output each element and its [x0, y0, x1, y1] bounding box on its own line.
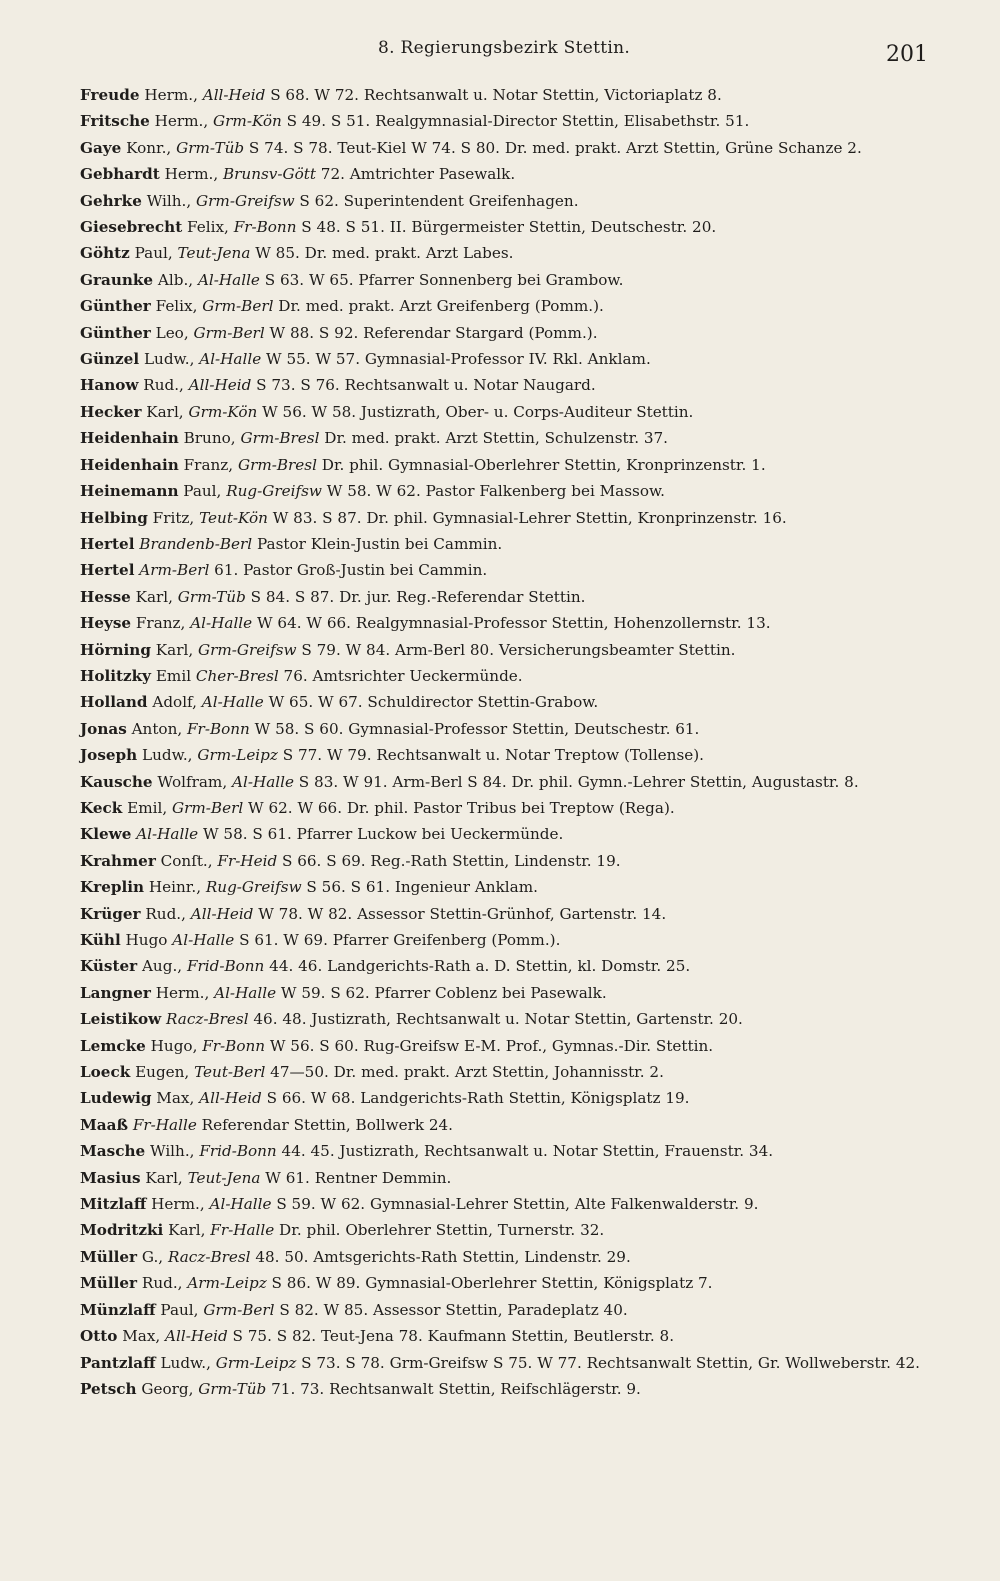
entry-fraternity-university: Grm-Kön	[213, 112, 282, 131]
entry-details: W 85. Dr. med. prakt. Arzt Labes.	[250, 244, 514, 263]
directory-entry	[80, 1165, 928, 1191]
entry-surname: Keck	[80, 798, 123, 817]
entry-fraternity-university: All-Heid	[188, 376, 252, 395]
directory-entry	[80, 584, 928, 610]
entry-details: S 83. W 91. Arm-Berl S 84. Dr. phil. Gymn.-Lehrer Stettin, Augustastr. 8.	[293, 772, 859, 791]
entry-details: S 73. S 76. Rechtsanwalt u. Notar Naugard.	[251, 376, 596, 395]
entry-fraternity-university: Teut-Berl	[194, 1063, 266, 1082]
entry-surname: Jonas	[80, 719, 127, 738]
directory-entry	[80, 372, 928, 398]
entry-given-name: Anton,	[126, 719, 188, 738]
entry-fraternity-university: Al-Halle	[232, 772, 294, 791]
entry-details: S 63. W 65. Pfarrer Sonnenberg bei Grambow.	[259, 270, 624, 289]
entry-details: W 83. S 87. Dr. phil. Gymnasial-Lehrer Stettin, Kronprinzenstr. 16.	[267, 508, 787, 527]
entry-surname: Loeck	[80, 1063, 131, 1082]
entry-given-name: Fritz,	[147, 508, 200, 527]
entry-surname: Müller	[80, 1274, 138, 1293]
page-number: 201	[886, 42, 928, 67]
entry-given-name: G.,	[137, 1247, 168, 1266]
directory-entry	[80, 821, 928, 847]
directory-entry	[80, 452, 928, 478]
entry-details: W 56. S 60. Rug-Greifsw E-M. Prof., Gymnas.-Dir. Stettin.	[265, 1036, 714, 1055]
entry-fraternity-university: Grm-Tüb	[176, 138, 245, 157]
entry-details: S 79. W 84. Arm-Berl 80. Versicherungsbeamter Stettin.	[296, 640, 736, 659]
directory-entry	[80, 188, 928, 214]
directory-entry	[80, 795, 928, 821]
entry-details: W 55. W 57. Gymnasial-Professor IV. Rkl. Anklam.	[261, 350, 651, 369]
entry-given-name: Max,	[151, 1089, 200, 1108]
directory-entry	[80, 1350, 928, 1376]
entry-fraternity-university: Grm-Kön	[188, 402, 258, 421]
entry-fraternity-university: Grm-Tüb	[177, 587, 246, 606]
entry-surname: Gebhardt	[80, 165, 160, 184]
entry-surname: Münzlaff	[80, 1300, 156, 1319]
entry-given-name: Alb.,	[153, 270, 198, 289]
directory-entry	[80, 293, 928, 319]
directory-entry	[80, 1059, 928, 1085]
entry-details: W 62. W 66. Dr. phil. Pastor Tribus bei Treptow (Rega).	[243, 798, 675, 817]
entry-given-name: Heinr.,	[144, 878, 206, 897]
entry-given-name: Max,	[117, 1327, 166, 1346]
entry-given-name: Wolfram,	[152, 772, 232, 791]
entry-surname: Heinemann	[80, 482, 179, 501]
directory-entry	[80, 1217, 928, 1243]
entry-details: S 86. W 89. Gymnasial-Oberlehrer Stettin, Königsplatz 7.	[266, 1274, 713, 1293]
entry-surname: Masche	[80, 1142, 146, 1161]
directory-entry	[80, 742, 928, 768]
entry-given-name: Franz,	[131, 614, 191, 633]
directory-entry	[80, 716, 928, 742]
entry-details: 76. Amtsrichter Ueckermünde.	[278, 666, 523, 685]
directory-entry	[80, 505, 928, 531]
entry-surname: Klewe	[80, 825, 132, 844]
entry-fraternity-university: Fr-Bonn	[233, 218, 297, 237]
entry-fraternity-university: Teut-Jena	[177, 244, 251, 263]
entry-fraternity-university: Cher-Bresl	[195, 666, 279, 685]
entry-details: W 58. W 62. Pastor Falkenberg bei Massow.	[321, 482, 665, 501]
entry-details: S 49. S 51. Realgymnasial-Director Stettin, Elisabethstr. 51.	[281, 112, 750, 131]
entry-fraternity-university: Al-Halle	[201, 693, 264, 712]
directory-entry	[80, 610, 928, 636]
entry-details: S 82. W 85. Assessor Stettin, Paradeplatz 40.	[274, 1300, 628, 1319]
entry-given-name: Ludw.,	[155, 1353, 216, 1372]
entry-given-name: Herm.,	[159, 165, 223, 184]
entry-surname: Heyse	[80, 614, 132, 633]
entry-given-name: Paul,	[155, 1300, 204, 1319]
entry-details: S 56. S 61. Ingenieur Anklam.	[301, 878, 538, 897]
entry-details: S 73. S 78. Grm-Greifsw S 75. W 77. Rechtsanwalt Stettin, Gr. Wollweberstr. 42.	[296, 1353, 920, 1372]
entry-fraternity-university: Teut-Kön	[199, 508, 268, 527]
directory-entry	[80, 399, 928, 425]
entry-surname: Hesse	[80, 587, 131, 606]
entry-surname: Hecker	[80, 402, 142, 421]
entry-surname: Holitzky	[80, 666, 152, 685]
entry-surname: Krüger	[80, 904, 141, 923]
entry-given-name: Aug.,	[137, 957, 187, 976]
entry-surname: Lemcke	[80, 1036, 146, 1055]
entry-fraternity-university: Grm-Leipz	[215, 1353, 297, 1372]
entry-given-name: Ludw.,	[139, 350, 200, 369]
entry-fraternity-university: All-Heid	[190, 904, 254, 923]
directory-entry	[80, 478, 928, 504]
entry-surname: Hörning	[80, 640, 151, 659]
entry-fraternity-university: Al-Halle	[214, 983, 277, 1002]
entry-given-name: Herm.,	[150, 983, 215, 1002]
directory-entry	[80, 425, 928, 451]
entry-given-name: Hugo,	[145, 1036, 203, 1055]
entry-details: 44. 45. Justizrath, Rechtsanwalt u. Notar Stettin, Frauenstr. 34.	[276, 1142, 774, 1161]
directory-entry	[80, 161, 928, 187]
entry-surname: Holland	[80, 693, 148, 712]
entry-details: S 48. S 51. II. Bürgermeister Stettin, Deutschestr. 20.	[296, 218, 717, 237]
entry-details: S 68. W 72. Rechtsanwalt u. Notar Stettin, Victoriaplatz 8.	[265, 86, 722, 104]
entry-fraternity-university: Fr-Heid	[217, 851, 278, 870]
entry-surname: Helbing	[80, 508, 148, 527]
entry-fraternity-university: Al-Halle	[136, 825, 199, 844]
directory-entry	[80, 980, 928, 1006]
entry-fraternity-university: Arm-Berl	[139, 561, 210, 580]
entry-given-name: Leo,	[150, 323, 194, 342]
entry-given-name: Karl,	[163, 1221, 211, 1240]
entry-surname: Hertel	[80, 534, 135, 553]
entry-fraternity-university: Al-Halle	[199, 350, 262, 369]
entry-details: W 65. W 67. Schuldirector Stettin-Grabow.	[263, 693, 599, 712]
member-directory-list	[80, 82, 928, 1402]
directory-entry	[80, 320, 928, 346]
entry-fraternity-university: Al-Halle	[197, 270, 260, 289]
entry-details: S 59. W 62. Gymnasial-Lehrer Stettin, Alte Falkenwalderstr. 9.	[271, 1195, 759, 1214]
entry-given-name: Bruno,	[178, 429, 241, 448]
entry-fraternity-university: Al-Halle	[190, 614, 253, 633]
entry-details: Pastor Klein-Justin bei Cammin.	[252, 534, 503, 553]
entry-details: W 88. S 92. Referendar Stargard (Pomm.).	[264, 323, 598, 342]
entry-given-name: Herm.,	[149, 112, 214, 131]
entry-surname: Ludewig	[80, 1089, 152, 1108]
entry-given-name: Karl,	[130, 587, 178, 606]
running-header	[80, 34, 928, 74]
entry-details: S 75. S 82. Teut-Jena 78. Kaufmann Stettin, Beutlerstr. 8.	[227, 1327, 675, 1346]
directory-entry	[80, 135, 928, 161]
directory-entry	[80, 267, 928, 293]
entry-fraternity-university: Grm-Berl	[193, 323, 265, 342]
entry-details: S 84. S 87. Dr. jur. Reg.-Referendar Stettin.	[245, 587, 586, 606]
entry-surname: Günther	[80, 297, 151, 316]
directory-entry	[80, 874, 928, 900]
entry-surname: Langner	[80, 983, 151, 1002]
entry-fraternity-university: Racz-Bresl	[167, 1247, 251, 1266]
directory-entry	[80, 1297, 928, 1323]
directory-entry	[80, 901, 928, 927]
directory-entry	[80, 1244, 928, 1270]
entry-details: S 77. W 79. Rechtsanwalt u. Notar Treptow (Tollense).	[277, 746, 704, 765]
entry-details: W 64. W 66. Realgymnasial-Professor Stettin, Hohenzollernstr. 13.	[252, 614, 771, 633]
entry-given-name: Paul,	[129, 244, 178, 263]
directory-entry	[80, 663, 928, 689]
directory-entry	[80, 1006, 928, 1032]
entry-details: W 58. S 61. Pfarrer Luckow bei Ueckermünde.	[198, 825, 564, 844]
entry-surname: Joseph	[80, 746, 138, 765]
entry-fraternity-university: All-Heid	[202, 86, 266, 104]
directory-entry	[80, 557, 928, 583]
entry-given-name: Herm.,	[146, 1195, 210, 1214]
entry-surname: Giesebrecht	[80, 218, 183, 237]
entry-fraternity-university: Frid-Bonn	[199, 1142, 277, 1161]
directory-entry	[80, 214, 928, 240]
entry-surname: Mitzlaff	[80, 1195, 147, 1214]
entry-details: 44. 46. Landgerichts-Rath a. D. Stettin, kl. Domstr. 25.	[264, 957, 691, 976]
entry-details: W 78. W 82. Assessor Stettin-Grünhof, Gartenstr. 14.	[253, 904, 667, 923]
entry-details: 61. Pastor Groß-Justin bei Cammin.	[209, 561, 488, 580]
entry-given-name: Rud.,	[138, 376, 189, 395]
entry-fraternity-university: Arm-Leipz	[187, 1274, 267, 1293]
entry-fraternity-university: Grm-Greifsw	[196, 191, 295, 210]
entry-given-name: Franz,	[178, 455, 238, 474]
directory-entry	[80, 1323, 928, 1349]
entry-fraternity-university: Frid-Bonn	[186, 957, 265, 976]
entry-details: W 61. Rentner Demmin.	[260, 1168, 452, 1187]
entry-details: 72. Amtrichter Pasewalk.	[315, 165, 516, 184]
entry-surname: Freude	[80, 86, 140, 104]
directory-entry	[80, 1033, 928, 1059]
entry-given-name: Ludw.,	[137, 746, 198, 765]
entry-surname: Hertel	[80, 561, 135, 580]
directory-entry	[80, 953, 928, 979]
entry-details: S 66. S 69. Reg.-Rath Stettin, Lindenstr. 19.	[277, 851, 621, 870]
entry-surname: Günther	[80, 323, 151, 342]
entry-details: S 62. Superintendent Greifenhagen.	[294, 191, 579, 210]
directory-entry	[80, 1138, 928, 1164]
entry-given-name: Paul,	[178, 482, 227, 501]
entry-given-name: Rud.,	[137, 1274, 188, 1293]
entry-fraternity-university: Rug-Greifsw	[205, 878, 302, 897]
entry-surname: Küster	[80, 957, 138, 976]
entry-surname: Göhtz	[80, 244, 130, 263]
entry-surname: Gehrke	[80, 191, 142, 210]
entry-details: Dr. med. prakt. Arzt Greifenberg (Pomm.).	[273, 297, 604, 316]
entry-fraternity-university: Grm-Tüb	[198, 1379, 267, 1398]
entry-details: S 61. W 69. Pfarrer Greifenberg (Pomm.).	[234, 931, 561, 949]
entry-details: Dr. med. prakt. Arzt Stettin, Schulzenstr. 37.	[319, 429, 669, 448]
directory-entry	[80, 108, 928, 134]
entry-given-name: Herm.,	[139, 86, 203, 104]
entry-details: W 56. W 58. Justizrath, Ober- u. Corps-Auditeur Stettin.	[257, 402, 694, 421]
entry-given-name: Karl,	[150, 640, 198, 659]
entry-given-name: Emil,	[122, 798, 172, 817]
directory-entry	[80, 346, 928, 372]
entry-details: W 59. S 62. Pfarrer Coblenz bei Pasewalk.	[276, 983, 607, 1002]
entry-fraternity-university: Al-Halle	[209, 1195, 272, 1214]
entry-surname: Müller	[80, 1247, 138, 1266]
entry-fraternity-university: Fr-Halle	[210, 1221, 275, 1240]
entry-fraternity-university: Grm-Berl	[202, 297, 274, 316]
entry-surname: Gaye	[80, 138, 122, 157]
entry-surname: Hanow	[80, 376, 139, 395]
directory-entry	[80, 848, 928, 874]
entry-given-name: Rud.,	[140, 904, 191, 923]
entry-surname: Fritsche	[80, 112, 150, 131]
entry-details: Dr. phil. Oberlehrer Stettin, Turnerstr. 32.	[274, 1221, 605, 1240]
entry-fraternity-university: Grm-Greifsw	[197, 640, 297, 659]
entry-given-name: Wilh.,	[141, 191, 197, 210]
entry-details: 47—50. Dr. med. prakt. Arzt Stettin, Johannisstr. 2.	[265, 1063, 664, 1082]
directory-entry	[80, 769, 928, 795]
directory-entry	[80, 637, 928, 663]
entry-given-name: Adolf,	[147, 693, 202, 712]
entry-details: S 66. W 68. Landgerichts-Rath Stettin, Königsplatz 19.	[261, 1089, 690, 1108]
entry-surname: Modritzki	[80, 1221, 164, 1240]
entry-given-name: Felix,	[182, 218, 234, 237]
directory-entry	[80, 1270, 928, 1296]
entry-fraternity-university: Rug-Greifsw	[226, 482, 322, 501]
entry-details: S 74. S 78. Teut-Kiel W 74. S 80. Dr. med. prakt. Arzt Stettin, Grüne Schanze 2.	[244, 138, 862, 157]
entry-surname: Pantzlaff	[80, 1353, 156, 1372]
running-title: 8. Regierungsbezirk Stettin.	[377, 38, 631, 58]
entry-surname: Kühl	[80, 931, 121, 949]
directory-entry	[80, 1376, 928, 1402]
entry-surname: Otto	[80, 1327, 118, 1346]
entry-fraternity-university: Grm-Leipz	[197, 746, 278, 765]
entry-given-name: Konr.,	[121, 138, 177, 157]
directory-entry	[80, 689, 928, 715]
entry-fraternity-university: Grm-Bresl	[237, 455, 317, 474]
directory-entry	[80, 531, 928, 557]
directory-entry	[80, 1112, 928, 1138]
entry-surname: Kausche	[80, 772, 153, 791]
entry-fraternity-university: Fr-Bonn	[187, 719, 250, 738]
entry-fraternity-university: All-Heid	[199, 1089, 262, 1108]
directory-entry	[80, 927, 928, 953]
entry-given-name: Emil	[151, 666, 196, 685]
directory-entry	[80, 240, 928, 266]
entry-details: 48. 50. Amtsgerichts-Rath Stettin, Lindenstr. 29.	[250, 1247, 631, 1266]
entry-details: 71. 73. Rechtsanwalt Stettin, Reifschlägerstr. 9.	[266, 1379, 641, 1398]
entry-fraternity-university: Grm-Bresl	[240, 429, 320, 448]
entry-fraternity-university: Grm-Berl	[172, 798, 244, 817]
entry-fraternity-university: Grm-Berl	[203, 1300, 275, 1319]
entry-given-name: Wilh.,	[145, 1142, 200, 1161]
entry-given-name: Conſt.,	[155, 851, 218, 870]
entry-fraternity-university: Al-Halle	[172, 931, 235, 949]
entry-surname: Heidenhain	[80, 429, 179, 448]
directory-entry	[80, 82, 928, 108]
directory-entry	[80, 1085, 928, 1111]
entry-fraternity-university: Fr-Halle	[132, 1115, 197, 1134]
entry-details: Dr. phil. Gymnasial-Oberlehrer Stettin, Kronprinzenstr. 1.	[316, 455, 766, 474]
entry-fraternity-university: Racz-Bresl	[166, 1010, 249, 1029]
directory-entry	[80, 1191, 928, 1217]
entry-fraternity-university: All-Heid	[165, 1327, 228, 1346]
entry-surname: Graunke	[80, 270, 154, 289]
entry-surname: Kreplin	[80, 878, 145, 897]
entry-surname: Leistikow	[80, 1010, 162, 1029]
entry-details: Referendar Stettin, Bollwerk 24.	[196, 1115, 454, 1134]
entry-surname: Krahmer	[80, 851, 156, 870]
entry-details: 46. 48. Justizrath, Rechtsanwalt u. Notar Stettin, Gartenstr. 20.	[248, 1010, 743, 1029]
entry-given-name: Hugo	[120, 931, 173, 949]
entry-details: W 58. S 60. Gymnasial-Professor Stettin, Deutschestr. 61.	[249, 719, 700, 738]
entry-surname: Petsch	[80, 1379, 137, 1398]
entry-fraternity-university: Fr-Bonn	[202, 1036, 266, 1055]
entry-fraternity-university: Teut-Jena	[187, 1168, 261, 1187]
entry-given-name: Eugen,	[130, 1063, 195, 1082]
entry-given-name: Georg,	[136, 1379, 199, 1398]
entry-given-name: Felix,	[150, 297, 203, 316]
entry-fraternity-university: Brunsv-Gött	[223, 165, 316, 184]
entry-surname: Heidenhain	[80, 455, 179, 474]
entry-surname: Maaß	[80, 1115, 129, 1134]
entry-surname: Günzel	[80, 350, 140, 369]
entry-fraternity-university: Brandenb-Berl	[139, 534, 253, 553]
entry-given-name: Karl,	[141, 402, 189, 421]
entry-surname: Masius	[80, 1168, 141, 1187]
entry-given-name: Karl,	[140, 1168, 188, 1187]
